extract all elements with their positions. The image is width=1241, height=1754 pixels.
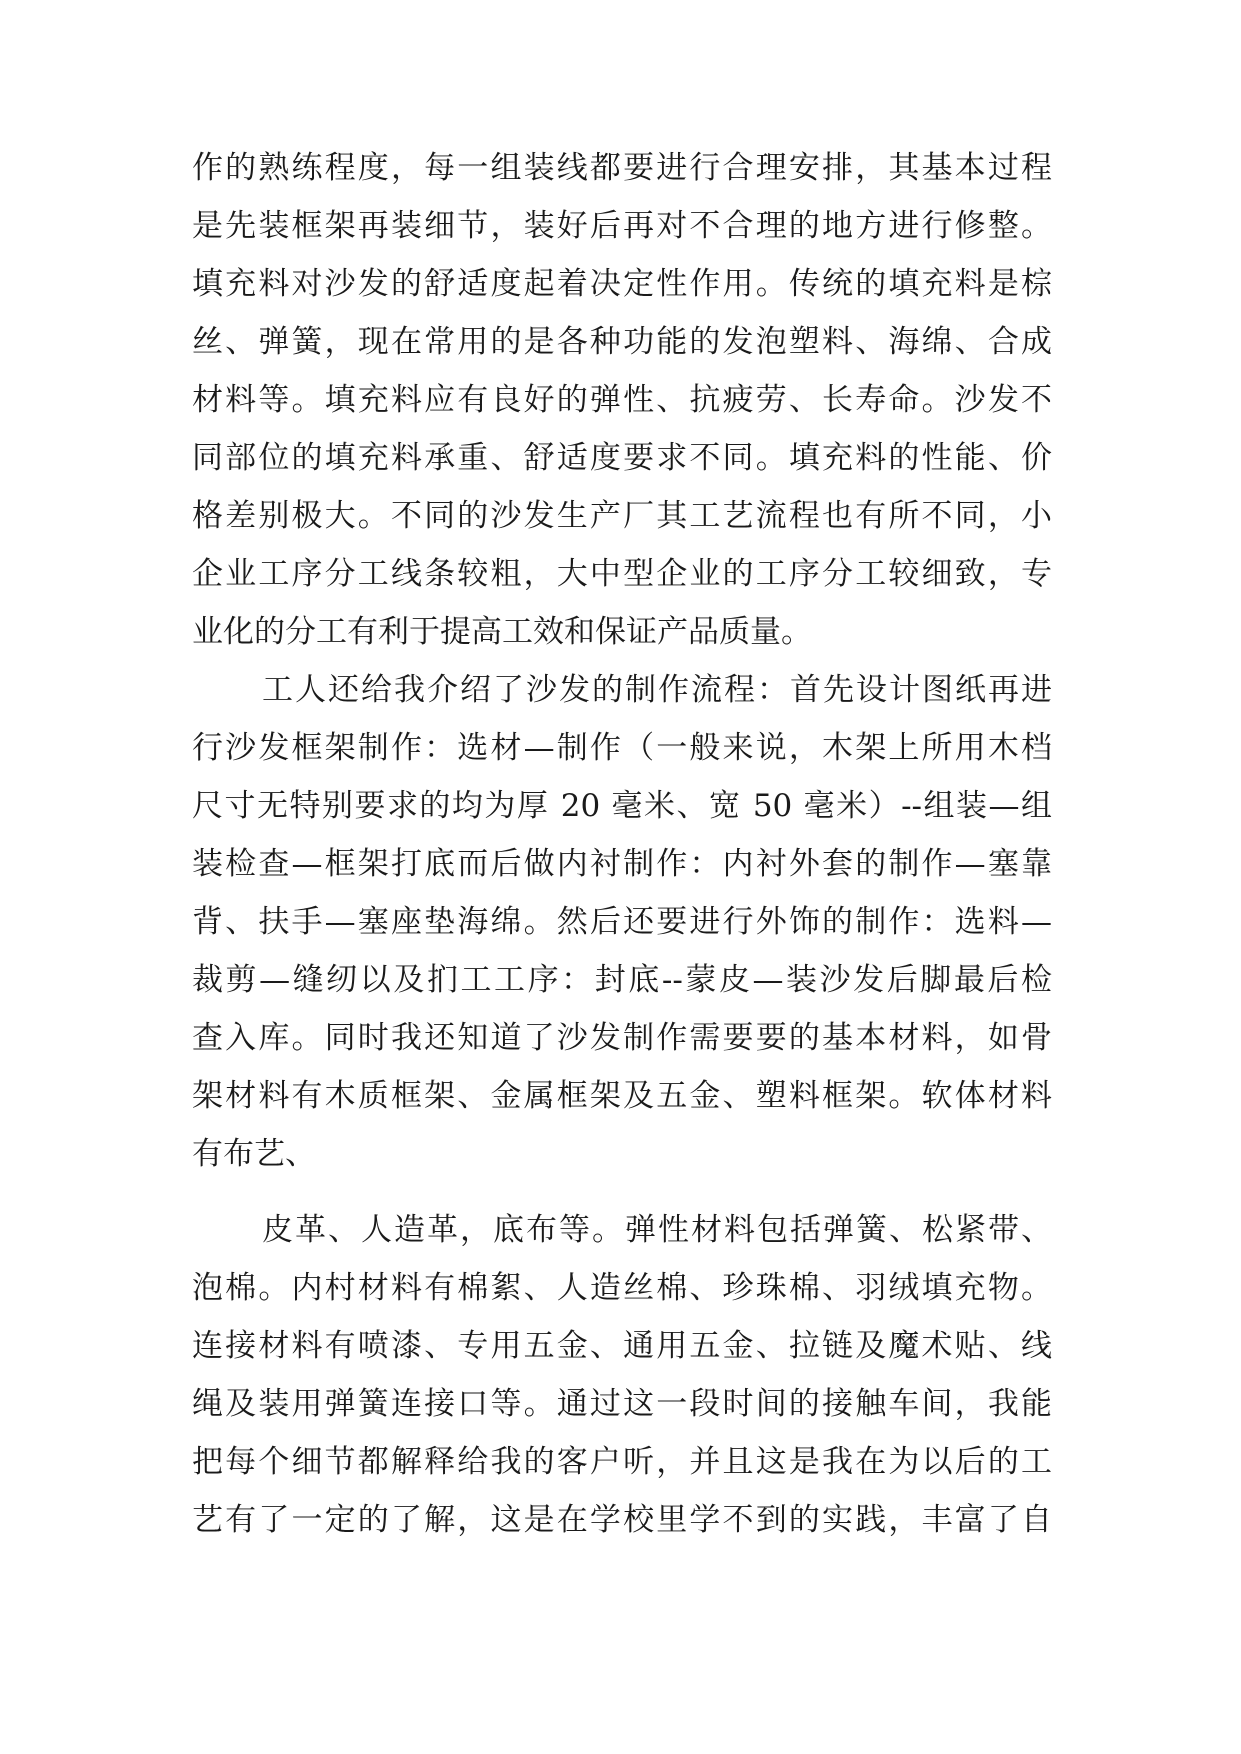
text-line-14: 背、扶手—塞座垫海绵。然后还要进行外饰的制作：选料— xyxy=(192,904,1052,940)
text-line-6: 同部位的填充料承重、舒适度要求不同。填充料的性能、价 xyxy=(192,440,1052,476)
text-line-17: 架材料有木质框架、金属框架及五金、塑料框架。软体材料 xyxy=(192,1078,1052,1114)
text-line-1: 作的熟练程度，每一组装线都要进行合理安排，其基本过程 xyxy=(192,150,1052,186)
text-line-12: 尺寸无特别要求的均为厚 20 毫米、宽 50 毫米）--组装—组 xyxy=(192,788,1052,824)
text-line-3: 填充料对沙发的舒适度起着决定性作用。传统的填充料是棕 xyxy=(192,266,1052,302)
text-line-7: 格差别极大。不同的沙发生产厂其工艺流程也有所不同，小 xyxy=(192,498,1052,534)
text-line-24: 艺有了一定的了解，这是在学校里学不到的实践，丰富了自 xyxy=(192,1502,1052,1538)
text-line-21: 连接材料有喷漆、专用五金、通用五金、拉链及魔术贴、线 xyxy=(192,1328,1052,1364)
text-line-18: 有布艺、 xyxy=(192,1136,316,1172)
text-line-22: 绳及装用弹簧连接口等。通过这一段时间的接触车间，我能 xyxy=(192,1386,1052,1422)
text-line-23: 把每个细节都解释给我的客户听，并且这是我在为以后的工 xyxy=(192,1444,1052,1480)
paragraph-start-line-2: 皮革、人造革，底布等。弹性材料包括弹簧、松紧带、 xyxy=(262,1212,1052,1248)
text-line-13: 装检查—框架打底而后做内衬制作：内衬外套的制作—塞靠 xyxy=(192,846,1052,882)
text-line-15: 裁剪—缝纫以及扪工工序：封底--蒙皮—装沙发后脚最后检 xyxy=(192,962,1052,998)
text-line-9: 业化的分工有利于提高工效和保证产品质量。 xyxy=(192,614,812,650)
text-line-5: 材料等。填充料应有良好的弹性、抗疲劳、长寿命。沙发不 xyxy=(192,382,1052,418)
text-line-2: 是先装框架再装细节，装好后再对不合理的地方进行修整。 xyxy=(192,208,1052,244)
text-line-16: 查入库。同时我还知道了沙发制作需要要的基本材料，如骨 xyxy=(192,1020,1052,1056)
text-line-4: 丝、弹簧，现在常用的是各种功能的发泡塑料、海绵、合成 xyxy=(192,324,1052,360)
text-line-11: 行沙发框架制作：选材—制作（一般来说，木架上所用木档 xyxy=(192,730,1052,766)
text-line-8: 企业工序分工线条较粗，大中型企业的工序分工较细致，专 xyxy=(192,556,1052,592)
paragraph-start-line: 工人还给我介绍了沙发的制作流程：首先设计图纸再进 xyxy=(262,672,1052,708)
text-line-20: 泡棉。内村材料有棉絮、人造丝棉、珍珠棉、羽绒填充物。 xyxy=(192,1270,1052,1306)
